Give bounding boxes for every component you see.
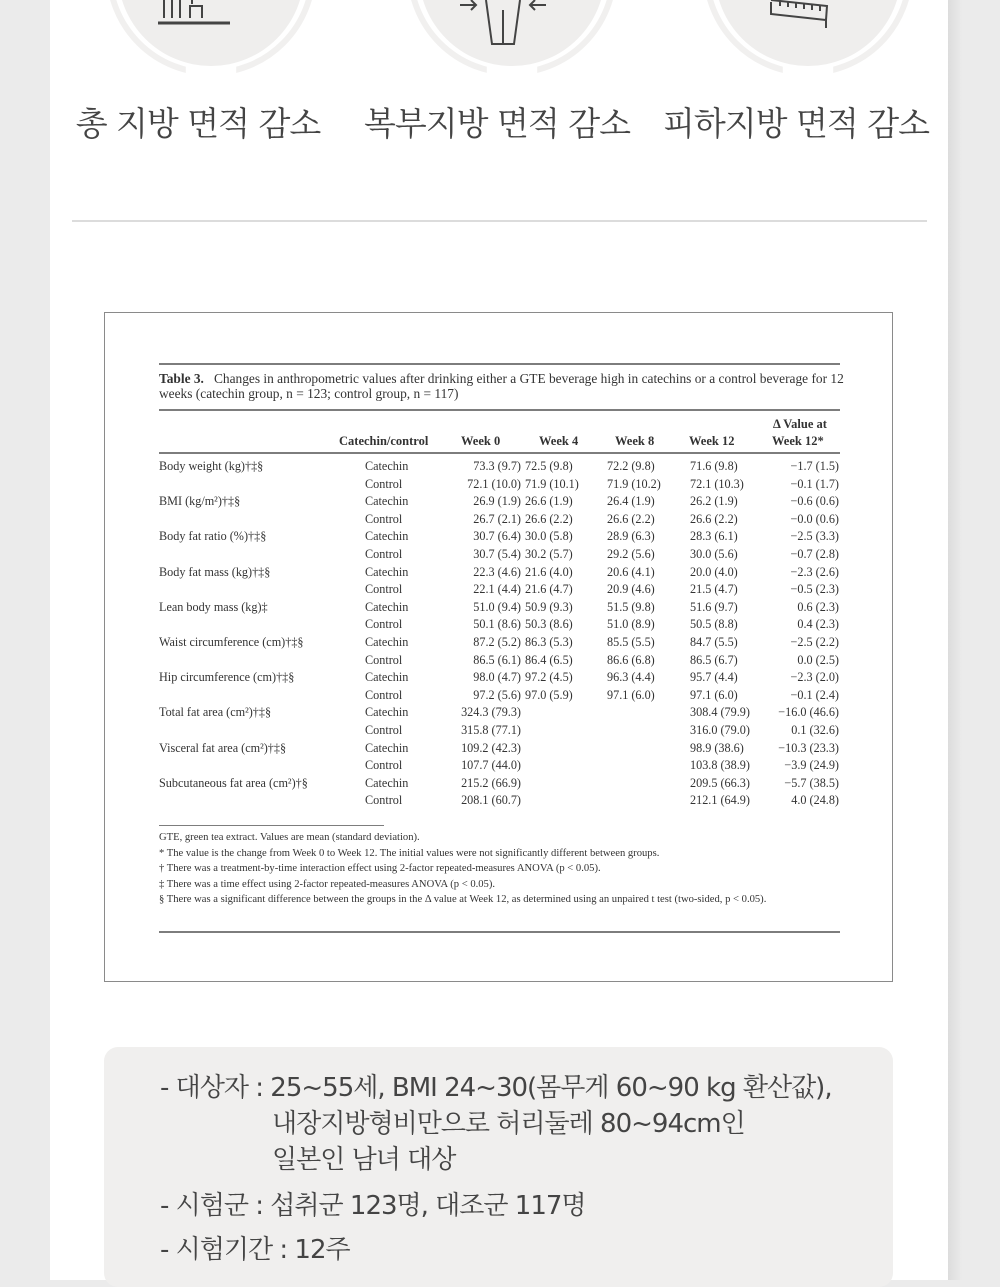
row-week4: 86.4 (6.5) (525, 652, 573, 667)
header-bottom-rule (159, 452, 840, 454)
table-row (159, 776, 840, 794)
row-week4: 72.5 (9.8) (525, 459, 573, 473)
feature-label-subcutaneous-fat: 피하지방 면적 감소 (662, 104, 929, 143)
row-week12: 84.7 (5.5) (690, 635, 738, 649)
row-group: Control (365, 793, 403, 808)
row-week12: 86.5 (6.7) (690, 652, 738, 667)
row-week12: 26.2 (1.9) (690, 494, 738, 509)
table-caption-label: Table 3. (159, 371, 204, 386)
row-week12: 97.1 (6.0) (690, 687, 738, 702)
row-delta: −0.5 (2.3) (790, 582, 839, 597)
row-delta: −0.6 (0.6) (790, 494, 839, 509)
row-week12: 98.9 (38.6) (690, 740, 744, 755)
row-week8: 51.5 (9.8) (607, 599, 655, 614)
row-week12: 72.1 (10.3) (690, 476, 744, 491)
row-group: Catechin (365, 740, 409, 755)
row-delta: −2.5 (2.2) (790, 635, 839, 649)
row-week4: 97.2 (4.5) (525, 670, 573, 685)
row-week12: 50.5 (8.8) (690, 617, 738, 632)
row-variable: Body weight (kg)†‡§ (159, 459, 264, 473)
page-edge-shadow (948, 0, 962, 1280)
row-delta: 0.1 (32.6) (791, 723, 839, 737)
table-row (159, 688, 840, 706)
table-row (159, 547, 840, 565)
header-group: Catechin/control (339, 434, 429, 448)
note-line: GTE, green tea extract. Values are mean (standard deviation). (159, 832, 420, 843)
row-week12: 28.3 (6.1) (690, 529, 738, 544)
study-subjects-line1: - 대상자 : 25~55세, BMI 24~30(몸무게 60~90 kg 환산값), (160, 1073, 832, 1103)
row-group: Catechin (365, 635, 409, 649)
row-group: Catechin (365, 494, 409, 509)
row-group: Control (365, 652, 403, 667)
row-week4: 50.3 (8.6) (525, 617, 573, 632)
row-group: Control (365, 511, 403, 526)
row-group: Control (365, 723, 403, 737)
row-delta: −10.3 (23.3) (778, 740, 839, 755)
row-delta: −2.3 (2.0) (790, 670, 839, 685)
row-week0: 107.7 (44.0) (461, 758, 521, 773)
waist-narrowing-icon (458, 0, 548, 48)
row-group: Control (365, 687, 403, 702)
row-delta: −1.7 (1.5) (790, 459, 839, 473)
row-week12: 308.4 (79.9) (690, 705, 750, 720)
header-delta-line1: Δ Value at (773, 417, 827, 431)
row-week8: 51.0 (8.9) (607, 617, 655, 632)
row-week12: 95.7 (4.4) (690, 670, 738, 685)
row-week12: 30.0 (5.6) (690, 547, 738, 561)
table-row (159, 617, 840, 635)
row-group: Catechin (365, 775, 409, 790)
row-week12: 20.0 (4.0) (690, 564, 738, 579)
row-variable: Waist circumference (cm)†‡§ (159, 635, 304, 649)
table-row (159, 565, 840, 583)
table-bottom-rule (159, 931, 840, 933)
row-week12: 209.5 (66.3) (690, 775, 750, 790)
row-week8: 26.4 (1.9) (607, 494, 655, 509)
row-week12: 103.8 (38.9) (690, 758, 750, 773)
row-week0: 22.3 (4.6) (473, 564, 521, 579)
row-week8: 71.9 (10.2) (607, 476, 661, 491)
table-row (159, 723, 840, 741)
row-week4: 26.6 (1.9) (525, 494, 573, 509)
row-delta: −0.1 (1.7) (790, 476, 839, 491)
row-delta: −0.7 (2.8) (790, 547, 839, 561)
row-group: Catechin (365, 564, 409, 579)
table-row (159, 529, 840, 547)
row-week8: 28.9 (6.3) (607, 529, 655, 544)
row-week0: 50.1 (8.6) (473, 617, 521, 632)
row-delta: 4.0 (24.8) (791, 793, 839, 808)
header-top-rule (159, 409, 840, 411)
row-week0: 109.2 (42.3) (461, 740, 521, 755)
row-group: Catechin (365, 670, 409, 685)
row-group: Catechin (365, 459, 409, 473)
row-week8: 86.6 (6.8) (607, 652, 655, 667)
row-week12: 26.6 (2.2) (690, 511, 738, 526)
caption-top-rule (159, 363, 840, 365)
table-caption-text: Changes in anthropometric values after drinking either a GTE beverage high in catechins or a control beverage for 12 weeks (catechin group, n = 123; control group, n = 117) (159, 371, 844, 401)
row-week8: 97.1 (6.0) (607, 687, 655, 702)
feature-label-total-fat: 총 지방 면적 감소 (75, 104, 321, 143)
row-week0: 30.7 (5.4) (473, 547, 521, 561)
table-row (159, 705, 840, 723)
row-delta: −0.0 (0.6) (790, 511, 839, 526)
row-week0: 208.1 (60.7) (461, 793, 521, 808)
row-week0: 73.3 (9.7) (473, 459, 521, 473)
row-group: Control (365, 617, 403, 632)
row-variable: Lean body mass (kg)‡ (159, 599, 268, 614)
table-row (159, 793, 840, 811)
row-variable: BMI (kg/m²)†‡§ (159, 494, 241, 509)
row-week4: 30.2 (5.7) (525, 547, 573, 561)
table-notes (159, 830, 849, 908)
row-group: Control (365, 547, 403, 561)
row-variable: Body fat ratio (%)†‡§ (159, 529, 267, 544)
study-groups: - 시험군 : 섭취군 123명, 대조군 117명 (160, 1191, 586, 1221)
row-week0: 30.7 (6.4) (473, 529, 521, 544)
note-line: * The value is the change from Week 0 to Week 12. The initial values were not significantly different between groups. (159, 847, 660, 859)
row-week12: 316.0 (79.0) (690, 723, 750, 737)
row-week8: 20.9 (4.6) (607, 582, 655, 597)
row-delta: 0.6 (2.3) (797, 599, 839, 614)
row-week4: 97.0 (5.9) (525, 687, 573, 702)
row-week4: 21.6 (4.0) (525, 564, 573, 579)
row-week8: 29.2 (5.6) (607, 547, 655, 561)
row-variable: Subcutaneous fat area (cm²)†§ (159, 775, 308, 790)
row-week0: 87.2 (5.2) (473, 635, 521, 649)
row-week12: 71.6 (9.8) (690, 459, 738, 473)
research-table-image (104, 312, 893, 982)
table-row (159, 600, 840, 618)
row-week0: 98.0 (4.7) (473, 670, 521, 685)
row-week0: 324.3 (79.3) (461, 705, 521, 720)
row-week0: 97.2 (5.6) (473, 687, 521, 702)
row-week0: 22.1 (4.4) (473, 582, 521, 597)
row-week8: 26.6 (2.2) (607, 511, 655, 526)
row-delta: −2.5 (3.3) (790, 529, 839, 544)
note-line: § There was a significant difference between the groups in the Δ value at Week 12, as determined using an unpaired t test (two-sided, p < 0.05). (159, 894, 767, 905)
study-duration: - 시험기간 : 12주 (160, 1235, 350, 1265)
row-group: Catechin (365, 529, 409, 544)
row-variable: Visceral fat area (cm²)†‡§ (159, 740, 287, 755)
table-row (159, 635, 840, 653)
header-week12: Week 12 (689, 434, 735, 448)
row-week12: 51.6 (9.7) (690, 599, 738, 614)
table-row (159, 653, 840, 671)
study-subjects-line2: 내장지방형비만으로 허리둘레 80~94cm인 (272, 1109, 745, 1139)
row-week4: 21.6 (4.7) (525, 582, 573, 597)
row-variable: Total fat area (cm²)†‡§ (159, 705, 272, 720)
row-week0: 26.9 (1.9) (473, 494, 521, 509)
row-week0: 26.7 (2.1) (473, 511, 521, 526)
row-week0: 51.0 (9.4) (473, 599, 521, 614)
note-line: † There was a treatment-by-time interaction effect using 2-factor repeated-measures ANOVA (p < 0.05). (159, 863, 601, 874)
study-subjects-line3: 일본인 남녀 대상 (272, 1145, 456, 1175)
row-group: Control (365, 758, 403, 773)
row-group: Catechin (365, 599, 409, 614)
row-week4: 50.9 (9.3) (525, 599, 573, 614)
row-variable: Hip circumference (cm)†‡§ (159, 670, 295, 685)
table-row (159, 741, 840, 759)
row-delta: −0.1 (2.4) (790, 687, 839, 702)
row-week8: 96.3 (4.4) (607, 670, 655, 685)
section-divider (72, 220, 927, 222)
row-week0: 315.8 (77.1) (461, 723, 521, 737)
study-info-box (104, 1047, 893, 1287)
table-row (159, 582, 840, 600)
row-week8: 20.6 (4.1) (607, 564, 655, 579)
row-delta: −16.0 (46.6) (778, 705, 839, 720)
header-week8: Week 8 (615, 434, 655, 448)
row-delta: −2.3 (2.6) (790, 564, 839, 579)
row-delta: −3.9 (24.9) (784, 758, 839, 773)
notes-rule (159, 825, 384, 826)
row-week0: 215.2 (66.9) (461, 775, 521, 790)
header-week0: Week 0 (461, 434, 501, 448)
row-week8: 72.2 (9.8) (607, 459, 655, 473)
row-delta: −5.7 (38.5) (784, 775, 839, 790)
row-week12: 21.5 (4.7) (690, 582, 738, 597)
row-week0: 72.1 (10.0) (467, 476, 521, 491)
table-row (159, 477, 840, 495)
row-week4: 71.9 (10.1) (525, 476, 579, 491)
row-week0: 86.5 (6.1) (473, 652, 521, 667)
row-week4: 26.6 (2.2) (525, 511, 573, 526)
row-variable: Body fat mass (kg)†‡§ (159, 564, 271, 579)
row-group: Control (365, 582, 403, 597)
table-caption (159, 371, 849, 401)
row-week4: 86.3 (5.3) (525, 635, 573, 649)
row-week12: 212.1 (64.9) (690, 793, 750, 808)
table-row (159, 512, 840, 530)
feature-label-abdominal-fat: 복부지방 면적 감소 (363, 104, 630, 143)
row-delta: 0.4 (2.3) (797, 617, 839, 632)
row-week4: 30.0 (5.8) (525, 529, 573, 544)
header-delta-line2: Week 12* (772, 434, 824, 448)
table-row (159, 459, 840, 477)
measuring-tape-icon (768, 0, 832, 32)
row-delta: 0.0 (2.5) (797, 652, 839, 667)
table-row (159, 494, 840, 512)
header-week4: Week 4 (539, 434, 579, 448)
table-row (159, 758, 840, 776)
row-group: Catechin (365, 705, 409, 720)
table-row (159, 670, 840, 688)
note-line: ‡ There was a time effect using 2-factor repeated-measures ANOVA (p < 0.05). (159, 878, 496, 890)
row-group: Control (365, 476, 403, 491)
bar-chart-icon (158, 0, 232, 26)
row-week8: 85.5 (5.5) (607, 635, 655, 649)
